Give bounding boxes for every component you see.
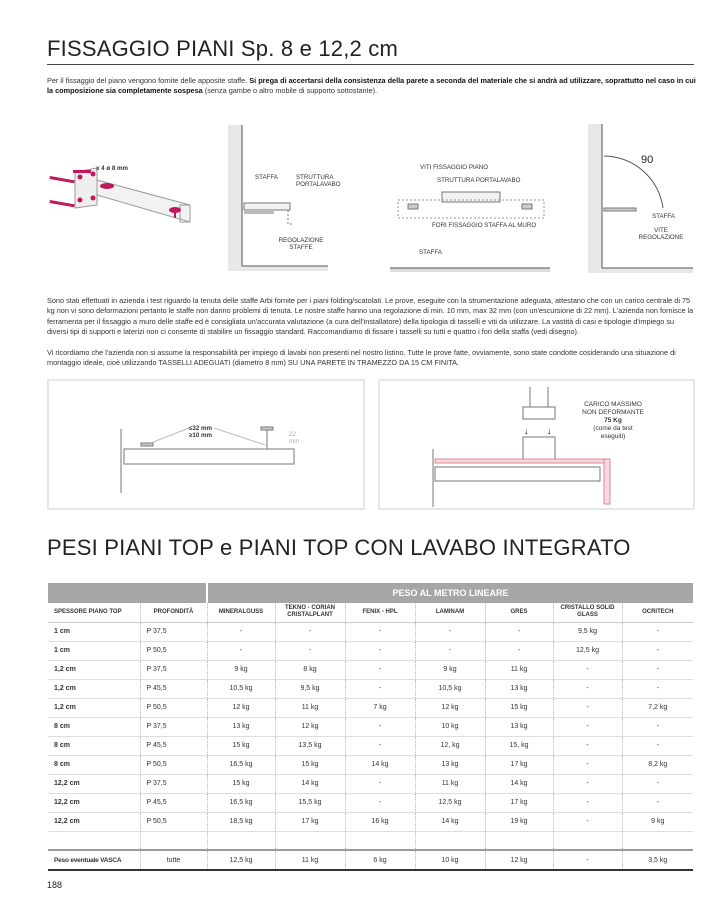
table-cell: 12,2 cm bbox=[48, 774, 140, 793]
table-cell: 13 kg bbox=[415, 755, 485, 774]
table-cell: - bbox=[345, 717, 415, 736]
table-cell: 17 kg bbox=[275, 812, 345, 831]
bracket-illustration bbox=[45, 160, 195, 240]
table-cell: 1 cm bbox=[48, 622, 140, 641]
table-cell: 12, kg bbox=[415, 736, 485, 755]
table-cell: P 50,5 bbox=[140, 641, 207, 660]
table-cell: - bbox=[622, 679, 693, 698]
table-cell: P 50,5 bbox=[140, 812, 207, 831]
label-struttura: STRUTTURA PORTALAVABO bbox=[296, 174, 341, 188]
section-title-pesi: PESI PIANI TOP e PIANI TOP CON LAVABO INTEGRATO bbox=[47, 535, 631, 560]
table-cell: 15,5 kg bbox=[275, 793, 345, 812]
table-cell: 16,5 kg bbox=[207, 755, 275, 774]
label-regolazione: REGOLAZIONE STAFFE bbox=[278, 237, 324, 251]
table-cell: 8,2 kg bbox=[622, 755, 693, 774]
table-cell: 17 kg bbox=[485, 793, 553, 812]
table-cell: - bbox=[553, 850, 622, 870]
table-cell: 13 kg bbox=[485, 679, 553, 698]
table-cell: 15, kg bbox=[485, 736, 553, 755]
table-cell: 9,5 kg bbox=[553, 622, 622, 641]
table-row bbox=[48, 774, 693, 793]
table-cell: 14 kg bbox=[485, 774, 553, 793]
min-adjustment: ≥10 mm bbox=[189, 432, 213, 439]
table-cell: - bbox=[553, 698, 622, 717]
table-row bbox=[48, 622, 693, 641]
table-cell: 13 kg bbox=[485, 717, 553, 736]
test-paragraph: Sono stati effettuati in azienda i test riguardo la tenuta delle staffe Arbi fornite per i piani folding/scatolati. Le prove, eseguite con la strumentazione adeguata, attestano che con un carico centrale di 75 kg non vi sono deformazioni pertanto le staffe non danno problemi di tenuta. Le nostre staffe hanno una regolazione di min. 10 mm, max 32 mm (con un'escursione di 22 mm). L'azienda non fornisce la ferramenta per il fissaggio a muro delle staffe ed è consigliata un'accurata valutazione (a cura dell'installatore) della tipologia di tasselli e viti da utilizzare. La vastità di casi e tipologie d'impiego su diversi tipi di supporti e laterizi non ci consente di stabilire un fissaggio standard. Raccomandiamo di fissare i tasselli su tutti e quattro i fori della staffa (vedi disegno). bbox=[47, 296, 694, 337]
table-cell: 1,2 cm bbox=[48, 679, 140, 698]
column-header: MINERALGUSS bbox=[207, 603, 275, 622]
table-cell: 12 kg bbox=[207, 698, 275, 717]
angle-diagram bbox=[588, 124, 693, 274]
table-cell: P 45,5 bbox=[140, 793, 207, 812]
table-cell: - bbox=[207, 622, 275, 641]
table-cell: 12,2 cm bbox=[48, 812, 140, 831]
svg-text:↓: ↓ bbox=[524, 426, 529, 436]
table-cell: 10,5 kg bbox=[207, 679, 275, 698]
table-cell: tutte bbox=[140, 850, 207, 870]
column-header: OCRITECH bbox=[622, 603, 693, 622]
table-cell: P 37,5 bbox=[140, 660, 207, 679]
label-staffa-3: STAFFA bbox=[652, 213, 675, 220]
table-cell: - bbox=[345, 774, 415, 793]
load-test-box bbox=[378, 379, 695, 510]
table-cell: - bbox=[485, 622, 553, 641]
table-cell: 14 kg bbox=[415, 812, 485, 831]
table-cell: 12,2 cm bbox=[48, 793, 140, 812]
table-cell: 10 kg bbox=[415, 850, 485, 870]
table-cell: 11 kg bbox=[275, 850, 345, 870]
column-header: FENIX - HPL bbox=[345, 603, 415, 622]
table-cell: 15 kg bbox=[275, 755, 345, 774]
divider bbox=[47, 64, 694, 65]
table-cell: 15 kg bbox=[207, 736, 275, 755]
angle-label: 90 bbox=[641, 154, 654, 166]
table-cell: 7 kg bbox=[345, 698, 415, 717]
table-cell: P 37,5 bbox=[140, 717, 207, 736]
table-row bbox=[48, 679, 693, 698]
max-load-note: CARICO MASSIMO NON DEFORMANTE 75 Kg (come da test eseguiti) bbox=[582, 401, 644, 440]
table-cell: - bbox=[622, 793, 693, 812]
table-cell: 8 cm bbox=[48, 736, 140, 755]
table-cell: P 45,5 bbox=[140, 679, 207, 698]
table-cell: - bbox=[553, 812, 622, 831]
table-cell: - bbox=[553, 679, 622, 698]
column-header: CRISTALLO SOLID GLASS bbox=[553, 603, 622, 622]
table-cell: P 37,5 bbox=[140, 622, 207, 641]
column-header: LAMINAM bbox=[415, 603, 485, 622]
table-cell: - bbox=[345, 641, 415, 660]
range-label: 22 mm bbox=[289, 431, 300, 445]
adjustment-diagram-box bbox=[47, 379, 365, 510]
table-cell: 16 kg bbox=[345, 812, 415, 831]
column-header: PROFONDITÀ bbox=[140, 603, 207, 622]
table-cell: - bbox=[415, 622, 485, 641]
table-cell: - bbox=[553, 793, 622, 812]
table-cell: P 50,5 bbox=[140, 755, 207, 774]
table-cell: - bbox=[622, 774, 693, 793]
table-cell: - bbox=[345, 736, 415, 755]
table-cell: - bbox=[622, 717, 693, 736]
table-cell: - bbox=[345, 622, 415, 641]
table-cell: - bbox=[345, 660, 415, 679]
table-cell: 10 kg bbox=[415, 717, 485, 736]
table-cell: 3,5 kg bbox=[622, 850, 693, 870]
table-row bbox=[48, 736, 693, 755]
table-cell: 12 kg bbox=[415, 698, 485, 717]
label-struttura-2: STRUTTURA PORTALAVABO bbox=[437, 177, 521, 184]
table-cell: - bbox=[622, 622, 693, 641]
table-row bbox=[48, 717, 693, 736]
table-row bbox=[48, 812, 693, 831]
table-cell: P 45,5 bbox=[140, 736, 207, 755]
column-header: SPESSORE PIANO TOP bbox=[48, 603, 140, 622]
table-cell: 16,5 kg bbox=[207, 793, 275, 812]
table-cell: 1,2 cm bbox=[48, 698, 140, 717]
table-cell: Peso eventuale VASCA bbox=[48, 850, 140, 870]
label-fori: FORI FISSAGGIO STAFFA AL MURO bbox=[432, 222, 537, 229]
table-cell: 12,5 kg bbox=[553, 641, 622, 660]
screws-label: x 4 ø 8 mm bbox=[96, 165, 128, 172]
label-viti: VITI FISSAGGIO PIANO bbox=[420, 164, 489, 171]
page-number: 188 bbox=[47, 880, 63, 890]
table-cell: 11 kg bbox=[485, 660, 553, 679]
table-cell: - bbox=[207, 641, 275, 660]
header-blank bbox=[48, 583, 207, 603]
max-adjustment: ≤32 mm bbox=[189, 425, 213, 432]
table-cell: - bbox=[553, 660, 622, 679]
table-cell: 15 kg bbox=[207, 774, 275, 793]
side-view-diagram bbox=[228, 125, 328, 275]
table-cell: - bbox=[553, 774, 622, 793]
column-header: GRES bbox=[485, 603, 553, 622]
table-cell: 19 kg bbox=[485, 812, 553, 831]
table-cell: 13,5 kg bbox=[275, 736, 345, 755]
table-cell: 9 kg bbox=[415, 660, 485, 679]
table-cell: P 37,5 bbox=[140, 774, 207, 793]
table-cell: 14 kg bbox=[345, 755, 415, 774]
table-cell: 10,5 kg bbox=[415, 679, 485, 698]
table-cell: - bbox=[622, 641, 693, 660]
table-cell: - bbox=[553, 736, 622, 755]
table-cell: - bbox=[345, 679, 415, 698]
table-cell: 18,5 kg bbox=[207, 812, 275, 831]
table-row bbox=[48, 641, 693, 660]
table-cell: - bbox=[275, 622, 345, 641]
table-cell: 1,2 cm bbox=[48, 660, 140, 679]
label-vite: VITE REGOLAZIONE bbox=[638, 227, 684, 241]
svg-text:↓: ↓ bbox=[547, 426, 552, 436]
table-cell: 8 kg bbox=[275, 660, 345, 679]
table-cell: 6 kg bbox=[345, 850, 415, 870]
table-cell: - bbox=[622, 660, 693, 679]
responsibility-paragraph: Vi ricordiamo che l'azienda non si assume la responsabilità per impiego di lavabi non presenti nel nostro listino. Tutte le prove fatte, ovviamente, sono state condotte cosiderando una situazione di montaggio ideale, cioè utilizzando TASSELLI ADEGUATI (diametro 8 mm) SU UNA PARETE IN TRAMEZZO DA 15 CM FINITA. bbox=[47, 348, 676, 368]
table-cell: 8 cm bbox=[48, 755, 140, 774]
table-cell: 1 cm bbox=[48, 641, 140, 660]
table-cell: 12,5 kg bbox=[207, 850, 275, 870]
vasca-row bbox=[48, 850, 693, 870]
section-title-fissaggio: FISSAGGIO PIANI Sp. 8 e 12,2 cm bbox=[47, 36, 398, 61]
table-cell: - bbox=[415, 641, 485, 660]
table-row bbox=[48, 793, 693, 812]
table-cell: - bbox=[553, 755, 622, 774]
table-cell: P 50,5 bbox=[140, 698, 207, 717]
table-cell: - bbox=[485, 641, 553, 660]
table-cell: 15 kg bbox=[485, 698, 553, 717]
group-header: PESO AL METRO LINEARE bbox=[207, 583, 693, 603]
table-cell: 8 cm bbox=[48, 717, 140, 736]
table-cell: 9 kg bbox=[622, 812, 693, 831]
table-cell: 17 kg bbox=[485, 755, 553, 774]
table-cell: 12,5 kg bbox=[415, 793, 485, 812]
table-cell: - bbox=[553, 717, 622, 736]
table-cell: - bbox=[622, 736, 693, 755]
intro-text: Per il fissaggio del piano vengono fornite delle apposite staffe. Si prega di accertarsi della consistenza della parete a seconda del materiale che si andrà ad utilizzare, soprattutto nel caso in cui la composizione sia completamente sospesa (senza gambe o altro mobile di supporto sottostante). bbox=[47, 76, 696, 96]
table-row bbox=[48, 698, 693, 717]
table-row bbox=[48, 755, 693, 774]
table-cell: 7,2 kg bbox=[622, 698, 693, 717]
label-staffa-2: STAFFA bbox=[419, 249, 442, 256]
table-cell: - bbox=[345, 793, 415, 812]
table-cell: 11 kg bbox=[415, 774, 485, 793]
table-cell: - bbox=[275, 641, 345, 660]
table-cell: 9,5 kg bbox=[275, 679, 345, 698]
spacer-row bbox=[48, 831, 693, 850]
table-row bbox=[48, 660, 693, 679]
label-staffa: STAFFA bbox=[255, 174, 278, 181]
table-cell: 14 kg bbox=[275, 774, 345, 793]
table-cell: 12 kg bbox=[275, 717, 345, 736]
column-header: TEKNO - CORIAN CRISTALPLANT bbox=[275, 603, 345, 622]
table-cell: 9 kg bbox=[207, 660, 275, 679]
weights-table bbox=[48, 583, 693, 871]
table-cell: 12 kg bbox=[485, 850, 553, 870]
table-cell: 11 kg bbox=[275, 698, 345, 717]
table-cell: 13 kg bbox=[207, 717, 275, 736]
